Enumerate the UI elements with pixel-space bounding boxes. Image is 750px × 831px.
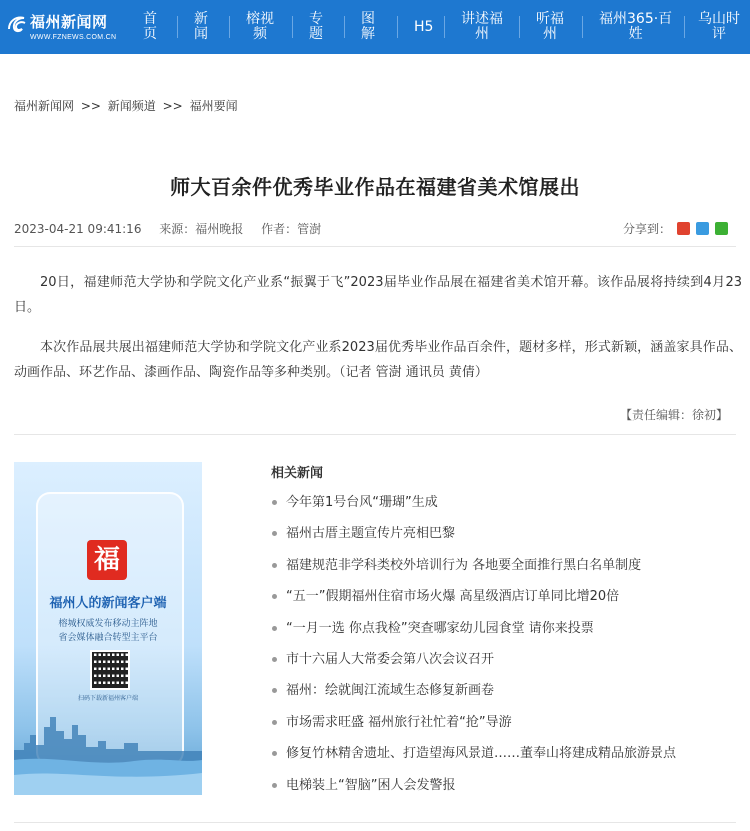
list-item	[271, 550, 741, 581]
nav-item-home[interactable]: 首 页	[143, 11, 157, 42]
related-news-link[interactable]: 福州：绘就闽江流域生态修复新画卷	[286, 683, 495, 699]
nav-divider	[582, 16, 583, 38]
nav-item-listen-fuzhou[interactable]: 听福 州	[536, 11, 564, 42]
breadcrumb-news-channel[interactable]: 新闻频道	[107, 99, 156, 113]
nav-divider	[444, 16, 445, 38]
share-label: 分享到：	[622, 222, 671, 236]
article-title: 师大百余件优秀毕业作品在福建省美术馆展出	[170, 175, 580, 199]
list-item	[271, 644, 741, 675]
bullet-dot	[272, 594, 277, 599]
breadcrumb-fuzhou-news[interactable]: 福州要闻	[189, 99, 238, 113]
site-logo[interactable]	[6, 7, 126, 47]
bullet-dot	[272, 563, 277, 568]
nav-item-special[interactable]: 专 题	[309, 11, 323, 42]
related-news-link[interactable]: 修复竹林精舍遗址、打造望海风景道……董奉山将建成精品旅游景点	[286, 746, 677, 762]
bullet-dot	[272, 531, 277, 536]
list-item	[271, 675, 741, 706]
wechat-share-icon[interactable]	[715, 222, 728, 235]
nav-item-video[interactable]: 榕视 频	[246, 11, 274, 42]
bullet-dot	[272, 500, 277, 505]
list-item	[271, 770, 741, 801]
qr-code	[90, 650, 130, 690]
list-item	[271, 613, 741, 644]
related-news-link[interactable]: 市十六届人大常委会第八次会议召开	[286, 651, 495, 667]
nav-divider	[397, 16, 398, 38]
nav-item-tell-fuzhou[interactable]: 讲述福 州	[461, 11, 503, 42]
responsible-editor: 【责任编辑：徐初】	[619, 408, 728, 422]
related-news-link[interactable]: 电梯装上“智脑”困人会发警报	[286, 777, 456, 793]
nav-divider	[344, 16, 345, 38]
nav-item-h5[interactable]: H5	[414, 18, 434, 35]
city-skyline-illustration	[14, 705, 202, 795]
article-paragraph: 20日，福建师范大学协和学院文化产业系“振翼于飞”2023届毕业作品展在福建省美术馆开幕。该作品展将持续到4月23日。	[14, 275, 742, 315]
logo-url: WWW.FZNEWS.COM.CN	[30, 34, 117, 41]
promo-headline: 福州人的新闻客户端	[49, 596, 167, 611]
publish-datetime: 2023-04-21 09:41:16	[14, 222, 142, 236]
promo-tagline: 省会媒体融合转型主平台	[58, 633, 158, 643]
breadcrumb-separator: >>	[162, 99, 183, 113]
related-news-link[interactable]: 今年第1号台风“珊瑚”生成	[286, 495, 438, 510]
bullet-dot	[272, 751, 277, 756]
app-logo: 福	[87, 540, 127, 580]
article-source: 来源：福州晚报	[159, 222, 244, 236]
related-news-list	[271, 487, 741, 801]
nav-item-news[interactable]: 新 闻	[194, 11, 208, 42]
share-bar	[623, 220, 728, 237]
nav-item-graphics[interactable]: 图 解	[361, 11, 375, 42]
related-news-link[interactable]: 福州古厝主题宣传片亮相巴黎	[286, 526, 456, 542]
article-meta	[14, 220, 335, 237]
related-news-link[interactable]: “五一”假期福州住宿市场火爆 高星级酒店订单同比增20倍	[286, 589, 620, 605]
nav-item-wushan-commentary[interactable]: 乌山时 评	[698, 11, 740, 42]
bullet-dot	[272, 783, 277, 788]
nav-divider	[684, 16, 685, 38]
related-news-heading: 相关新闻	[271, 466, 324, 481]
nav-divider	[229, 16, 230, 38]
list-item	[271, 581, 741, 612]
divider	[14, 246, 736, 247]
logo-swirl-icon	[6, 13, 28, 35]
list-item	[271, 738, 741, 769]
divider	[14, 434, 736, 435]
divider	[14, 822, 736, 823]
qq-share-icon[interactable]	[696, 222, 709, 235]
breadcrumb-separator: >>	[80, 99, 101, 113]
top-nav-bar	[0, 0, 750, 54]
related-news-link[interactable]: 市场需求旺盛 福州旅行社忙着“抢”导游	[286, 714, 512, 730]
nav-divider	[292, 16, 293, 38]
weibo-share-icon[interactable]	[677, 222, 690, 235]
list-item	[271, 487, 741, 518]
app-promo-banner[interactable]	[14, 462, 202, 795]
article-paragraph: 本次作品展共展出福建师范大学协和学院文化产业系2023届优秀毕业作品百余件，题材多样，形式新颖，涵盖家具作品、动画作品、环艺作品、漆画作品、陶瓷作品等多种类别。（记者 管澍 通讯员 黄倩）	[14, 340, 742, 380]
breadcrumb	[14, 97, 238, 114]
breadcrumb-home[interactable]: 福州新闻网	[14, 99, 75, 113]
list-item	[271, 707, 741, 738]
nav-item-fuzhou365[interactable]: 福州365·百 姓	[599, 11, 673, 42]
bullet-dot	[272, 720, 277, 725]
logo-text: 福州新闻网	[30, 13, 108, 31]
nav-divider	[177, 16, 178, 38]
bullet-dot	[272, 626, 277, 631]
related-news-link[interactable]: 福建规范非学科类校外培训行为 各地要全面推行黑白名单制度	[286, 557, 642, 573]
promo-tagline: 榕城权威发布移动主阵地	[58, 619, 158, 629]
list-item	[271, 518, 741, 549]
qr-caption: 扫码下载新福州客户端	[77, 695, 138, 702]
article-author: 作者：管澍	[261, 222, 322, 236]
nav-divider	[519, 16, 520, 38]
bullet-dot	[272, 657, 277, 662]
bullet-dot	[272, 688, 277, 693]
related-news-link[interactable]: “一月一选 你点我检”突查哪家幼儿园食堂 请你来投票	[286, 620, 594, 636]
